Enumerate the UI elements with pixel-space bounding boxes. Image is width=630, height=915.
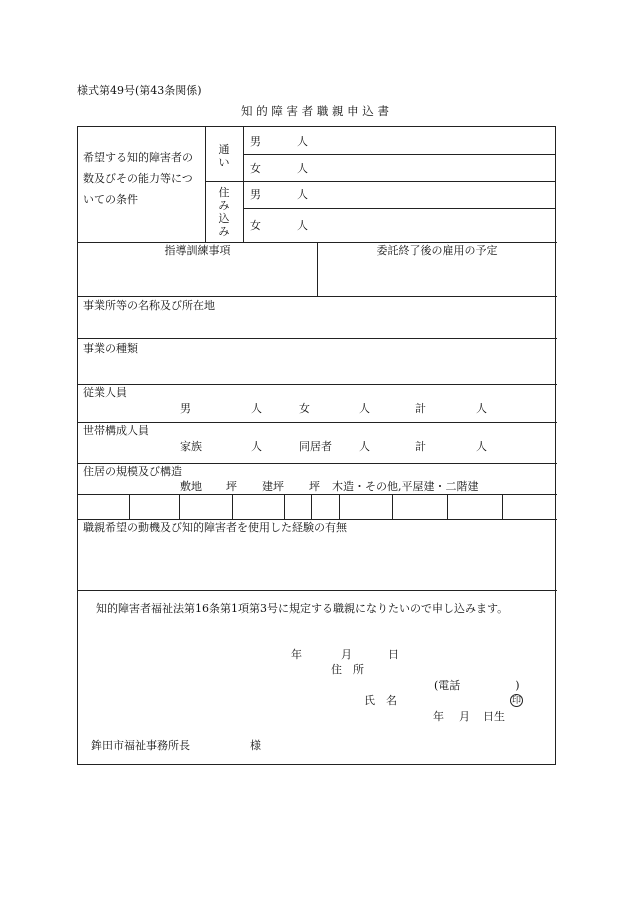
form-number: 様式第49号(第43条関係) (77, 84, 202, 97)
household-cohabitants-unit: 人 (359, 440, 370, 453)
commute-label: 通い (218, 143, 230, 169)
employment-plan-header: 委託終了後の雇用の予定 (376, 244, 498, 257)
birth-year-label: 年 (433, 710, 444, 723)
date-month-label: 月 (341, 648, 352, 661)
addressee: 鉾田市福祉事務所長 (91, 739, 190, 752)
household-total-label: 計 (415, 440, 426, 453)
employees-female-unit: 人 (359, 402, 370, 415)
household-label: 世帯構成人員 (83, 424, 149, 437)
employees-male-unit: 人 (251, 402, 262, 415)
live-in-male-unit: 人 (297, 188, 308, 201)
live-in-label: 住み込み (218, 186, 230, 238)
motivation-label: 職親希望の動機及び知的障害者を使用した経験の有無 (83, 521, 347, 534)
commute-male-unit: 人 (297, 135, 308, 148)
commute-male-label: 男 (250, 135, 261, 148)
commute-female-label: 女 (250, 162, 261, 175)
conditions-label: 希望する知的障害者の数及びその能力等についての条件 (83, 151, 193, 206)
household-total-unit: 人 (476, 440, 487, 453)
live-in-female-label: 女 (250, 219, 261, 232)
residence-site-unit: 坪 (226, 480, 237, 493)
live-in-female-unit: 人 (297, 219, 308, 232)
household-family-unit: 人 (251, 440, 262, 453)
name-label: 氏 名 (364, 694, 397, 707)
address-label: 住 所 (331, 663, 364, 676)
residence-structure: 木造・その他,平屋建・二階建 (332, 480, 479, 493)
household-cohabitants-label: 同居者 (299, 440, 332, 453)
seal-mark: 印 (511, 696, 521, 706)
commute-female-unit: 人 (297, 162, 308, 175)
employees-total-unit: 人 (476, 402, 487, 415)
birth-day-label: 日生 (483, 710, 505, 723)
residence-site-label: 敷地 (180, 480, 202, 493)
phone-label: (電話 ) (434, 679, 520, 692)
form-title: 知 的 障 害 者 職 親 申 込 書 (241, 104, 389, 118)
birth-month-label: 月 (459, 710, 470, 723)
date-year-label: 年 (291, 648, 302, 661)
residence-label: 住居の規模及び構造 (83, 465, 182, 478)
employees-label: 従業人員 (83, 386, 127, 399)
household-family-label: 家族 (180, 440, 202, 453)
business-type-label: 事業の種類 (83, 342, 138, 355)
residence-building-area-label: 建坪 (262, 480, 284, 493)
declaration-text: 知的障害者福祉法第16条第1項第3号に規定する職親になりたいので申し込みます。 (96, 602, 509, 615)
live-in-male-label: 男 (250, 188, 261, 201)
application-form-table (77, 126, 556, 765)
date-day-label: 日 (388, 648, 399, 661)
residence-building-area-unit: 坪 (309, 480, 320, 493)
business-location-label: 事業所等の名称及び所在地 (83, 299, 215, 312)
guidance-header: 指導訓練事項 (164, 244, 231, 257)
employees-male-label: 男 (180, 402, 191, 415)
honorific: 様 (250, 739, 261, 752)
employees-total-label: 計 (415, 402, 426, 415)
employees-female-label: 女 (299, 402, 310, 415)
